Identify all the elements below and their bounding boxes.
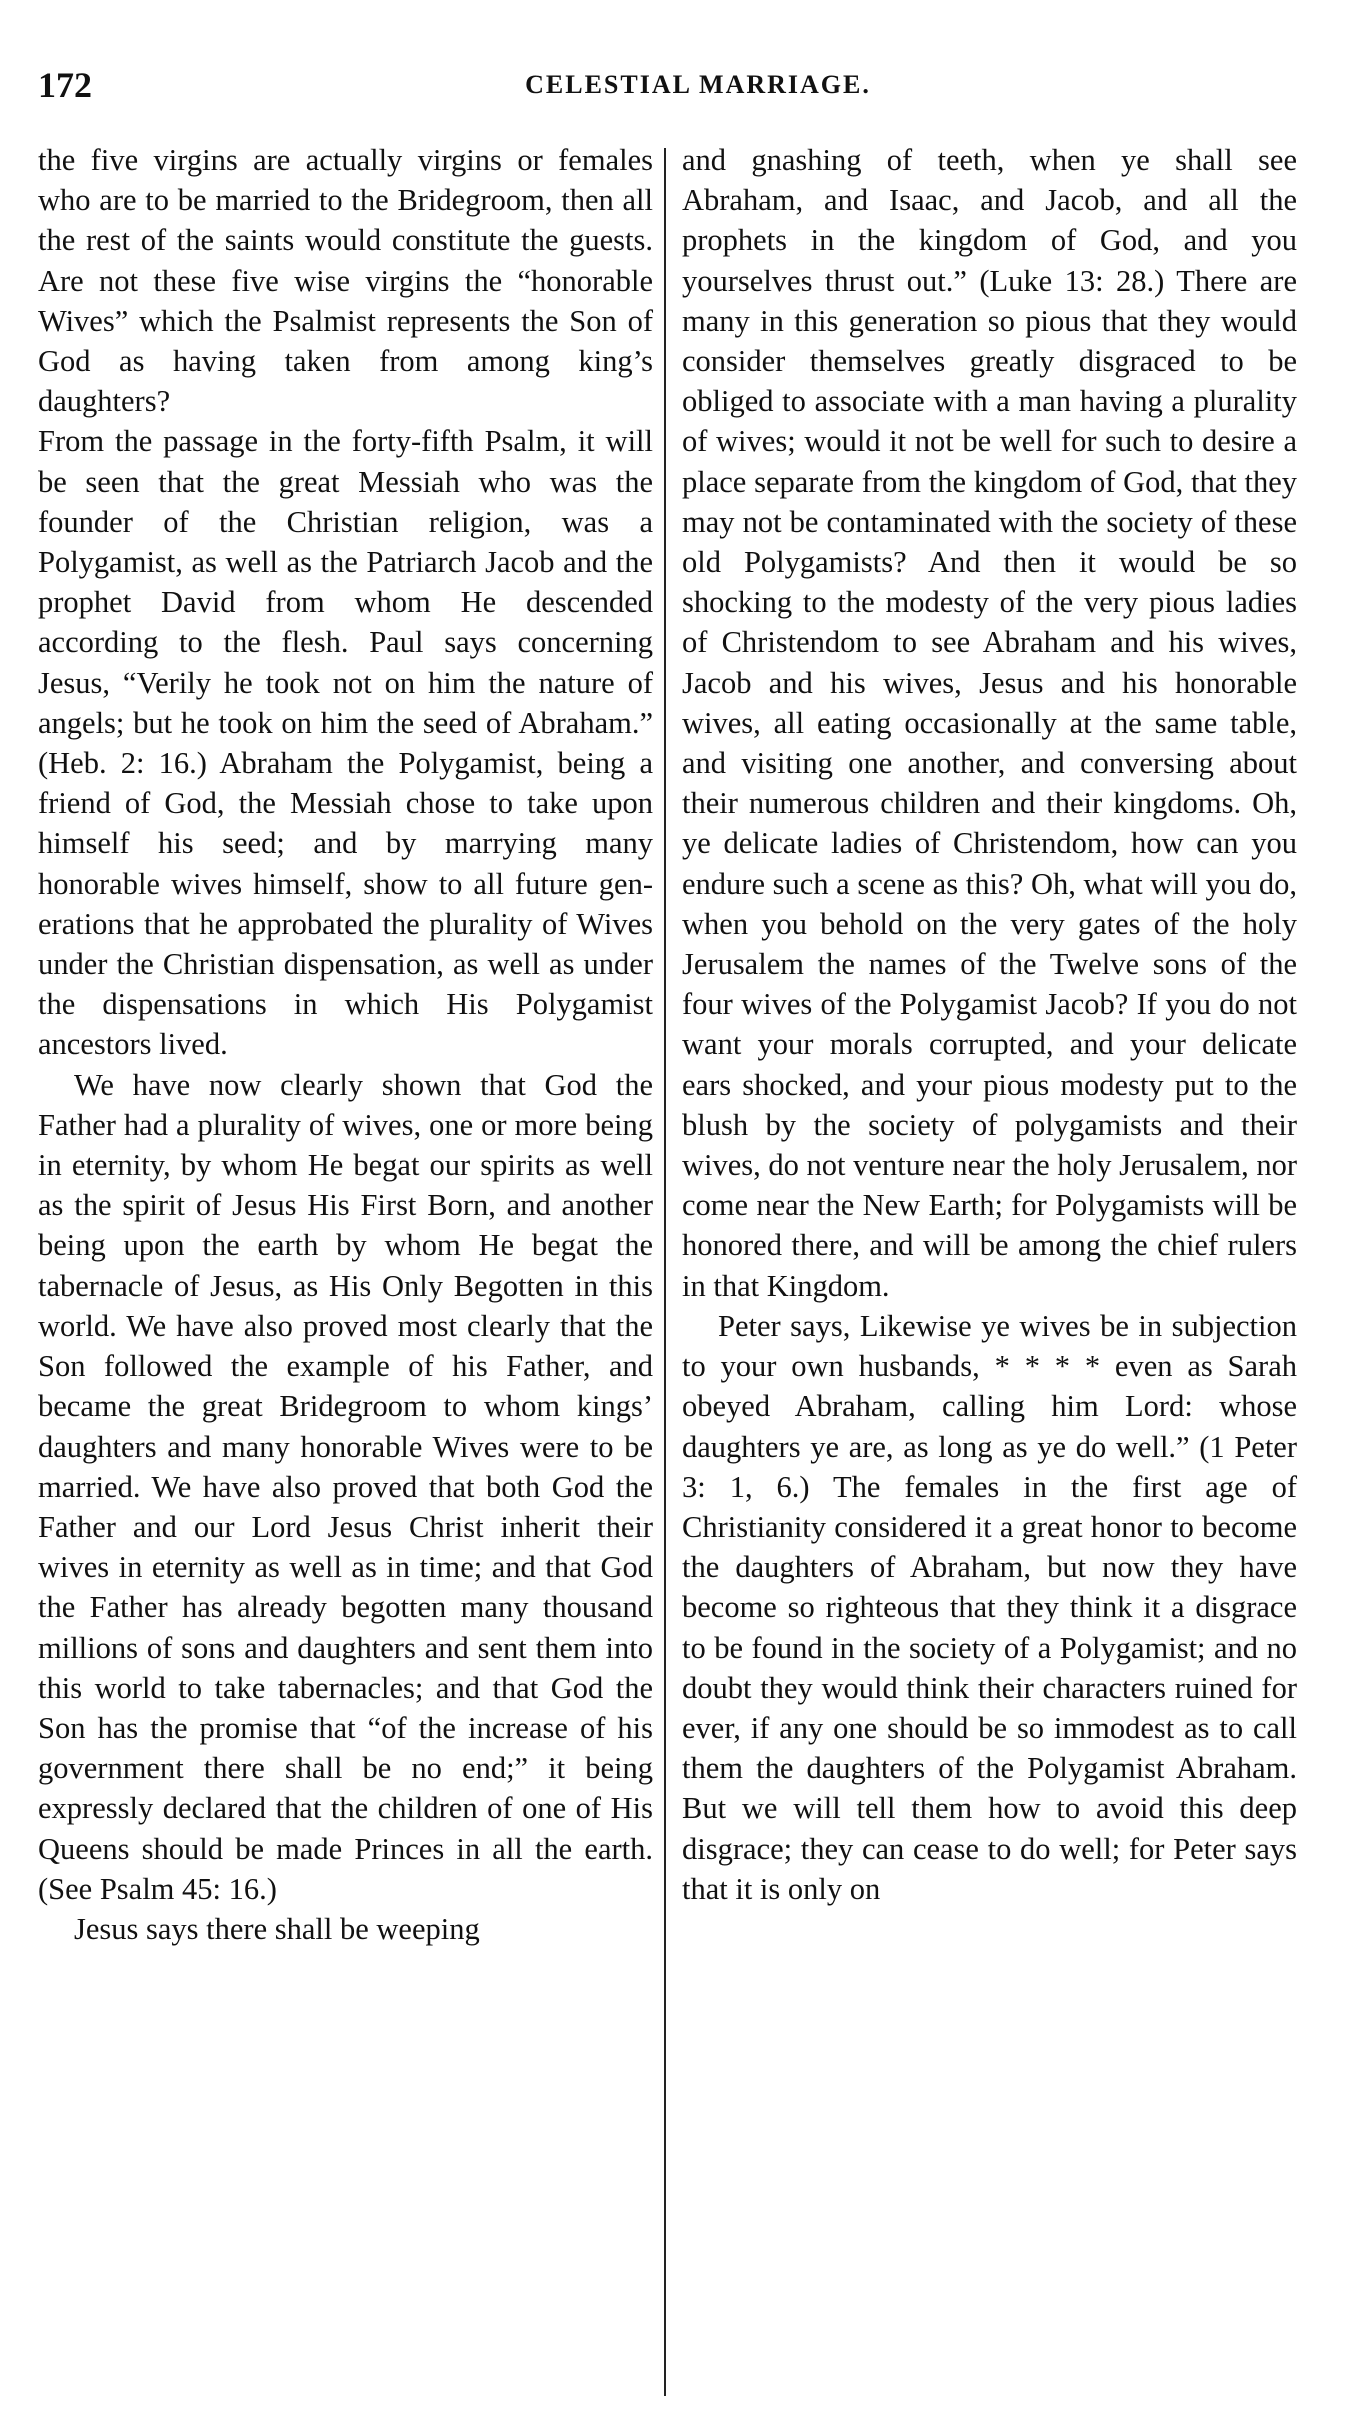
paragraph: the five virgins are actually virgins or females who are to be married to the Bridegroom, then all the rest of the saints would constitute the guests. Are not these five wise virgins the “honorable Wives” which the Psalmist represents the Son of God as having taken from among king’s daughters? — [38, 143, 653, 419]
paragraph: and gnashing of teeth, when ye shall see Abraham, and Isaac, and Jacob, and all the prophets in the kingdom of God, and you yourselves thrust out.” (Luke 13: 28.) There are many in this generation so pious that they would consider themselves greatly disgraced to be obliged to associate with a man having a plurality of wives; would it not be well for such to desire a place separate from the kingdom of God, that they may not be contaminated with the society of these old Polygamists? And then it would be so shocking to the modesty of the very pious ladies of Christendom to see Abraham and his wives, Jacob and his wives, Jesus and his honorable wives, all eating occasionally at the same table, and visiting one another, and conversing about their numerous children and their kingdoms. Oh, ye delicate ladies of Christendom, how can you endure such a scene as this? Oh, what will you do, when you behold on the very gates of the holy Jerusalem the names of the Twelve sons of the four wives of the Polygamist Jacob? If you do not want your morals corrupted, and your delicate ears shocked, and your pious modesty put to the blush by the society of polygamists and their wives, do not venture near the holy Jerusalem, nor come near the New Earth; for Polygamists will be honored there, and will be among the chief rulers in that Kingdom. — [682, 143, 1297, 1303]
page-number: 172 — [38, 65, 92, 105]
running-title: CELESTIAL MARRIAGE. — [525, 70, 871, 99]
paragraph: We have now clearly shown that God the Father had a plurality of wives, one or more being in eternity, by whom He begat our spirits as well as the spirit of Jesus His First Born, and another being upon the earth by whom He begat the tabernacle of Jesus, as His Only Begotten in this world. We have also proved most clearly that the Son followed the example of his Father, and became the great Bridegroom to whom kings’ daughters and many honorable Wives were to be married. We have also proved that both God the Father and our Lord Jesus Christ inherit their wives in eternity as well as in time; and that God the Father has already begotten many thousand millions of sons and daughters and sent them into this world to take tabernacles; and that God the Son has the promise that “of the increase of his government there shall be no end;” it being expressly declared that the children of one of His Queens should be made Princes in all the earth. (See Psalm 45: 16.) — [38, 1067, 653, 1906]
paragraph: Peter says, Likewise ye wives be in subjection to your own husbands, * * * * even as Sarah obeyed Abraham, calling him Lord: whose daughters ye are, as long as ye do well.” (1 Peter 3: 1, 6.) The females in the first age of Christianity considered it a great honor to become the daughters of Abraham, but now they have become so righteous that they think it a disgrace to be found in the society of a Polygamist; and no doubt they would think their characters ruined for ever, if any one should be so immodest as to call them the daughters of the Polygamist Abraham. But we will tell them how to avoid this deep disgrace; they can cease to do well; for Peter says that it is only on — [682, 1308, 1297, 1906]
paragraph: Jesus says there shall be weeping — [74, 1911, 480, 1946]
right-column — [682, 140, 1297, 1909]
paragraph: From the passage in the forty-fifth Psalm, it will be seen that the great Messiah who was the founder of the Christian religion, was a Polygamist, as well as the Patriarch Jacob and the prophet David from whom He descended according to the flesh. Paul says concerning Jesus, “Verily he took not on him the nature of angels; but he took on him the seed of Abraham.” (Heb. 2: 16.) Abraham the Polygamist, being a friend of God, the Messiah chose to take upon himself his seed; and by marrying many honorable wives himself, show to all future generations that he approbated the plurality of Wives under the Christian dispensation, as well as under the dispensations in which His Polygamist ancestors lived. — [38, 424, 653, 1062]
column-divider — [664, 148, 666, 2396]
page-header — [38, 60, 1298, 110]
left-column — [38, 140, 653, 1949]
